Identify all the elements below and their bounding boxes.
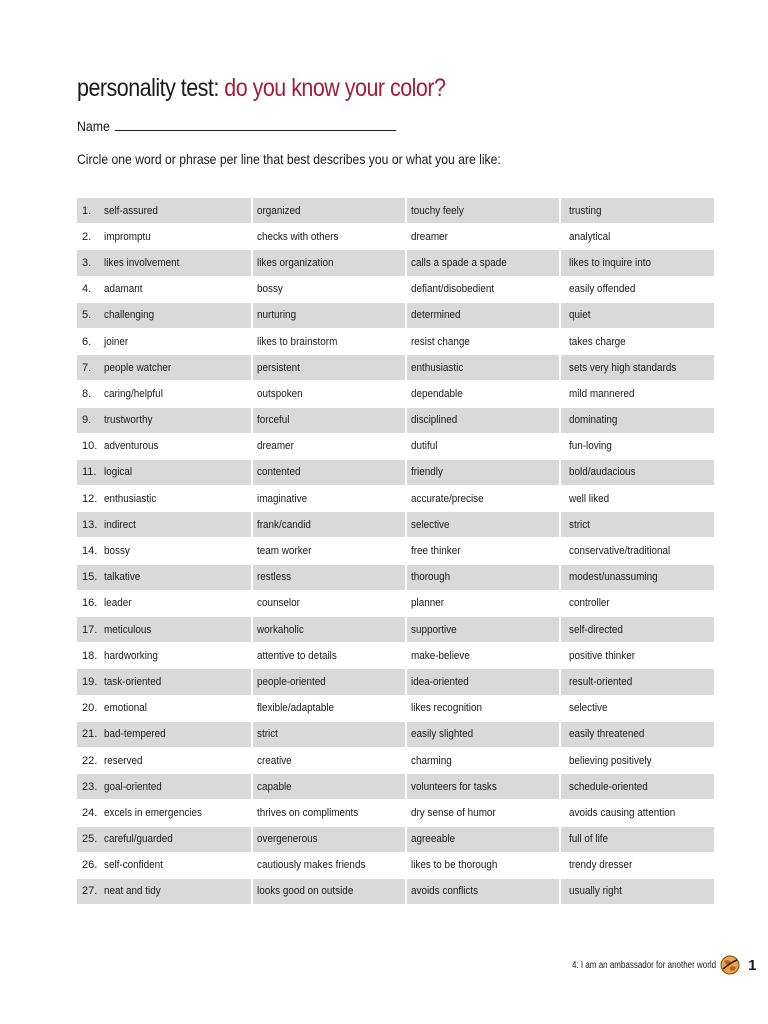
choice-cell-2[interactable] bbox=[253, 800, 407, 825]
choice-cell-3[interactable] bbox=[407, 853, 561, 878]
footer-text: 4: I am an ambassador for another world bbox=[572, 959, 717, 971]
page-footer bbox=[536, 955, 756, 975]
choice-cell-4[interactable] bbox=[561, 853, 714, 878]
choice-cell-1[interactable] bbox=[77, 250, 253, 275]
table-row bbox=[77, 643, 714, 669]
choice-text: excels in emergencies bbox=[104, 806, 202, 819]
choice-cell-3[interactable] bbox=[407, 669, 561, 694]
choice-text: usually right bbox=[569, 885, 622, 898]
choice-cell-2[interactable] bbox=[253, 617, 407, 642]
row-number: 7. bbox=[82, 361, 92, 374]
choice-text: leader bbox=[104, 597, 132, 610]
choice-text: forceful bbox=[257, 414, 290, 427]
choice-cell-3[interactable] bbox=[407, 565, 561, 590]
choice-text: dependable bbox=[411, 387, 463, 400]
table-row bbox=[77, 800, 714, 826]
choice-text: analytical bbox=[569, 230, 611, 243]
choice-cell-4[interactable] bbox=[561, 381, 714, 406]
row-number: 9. bbox=[82, 414, 92, 427]
choice-text: overgenerous bbox=[257, 833, 318, 846]
page-number: 1 bbox=[748, 956, 757, 974]
choice-cell-2[interactable] bbox=[253, 643, 407, 668]
choice-cell-3[interactable] bbox=[407, 277, 561, 302]
choice-cell-1[interactable] bbox=[77, 879, 253, 904]
choice-cell-2[interactable] bbox=[253, 250, 407, 275]
choice-text: positive thinker bbox=[569, 649, 636, 662]
choice-text: talkative bbox=[104, 571, 141, 584]
page-title bbox=[77, 74, 445, 103]
choice-cell-2[interactable] bbox=[253, 224, 407, 249]
choice-text: make-believe bbox=[411, 649, 470, 662]
choice-text: people watcher bbox=[104, 361, 172, 374]
choice-cell-3[interactable] bbox=[407, 774, 561, 799]
choice-cell-4[interactable] bbox=[561, 800, 714, 825]
choice-text: planner bbox=[411, 597, 445, 610]
choice-cell-2[interactable] bbox=[253, 591, 407, 616]
choice-text: self-confident bbox=[104, 859, 163, 872]
choice-text: full of life bbox=[569, 833, 609, 846]
choice-cell-2[interactable] bbox=[253, 669, 407, 694]
choice-text: resist change bbox=[411, 335, 470, 348]
choice-text: bold/audacious bbox=[569, 466, 636, 479]
choice-cell-1[interactable] bbox=[77, 853, 253, 878]
row-number: 10. bbox=[82, 440, 98, 453]
choice-text: strict bbox=[257, 728, 278, 741]
name-label: Name bbox=[77, 118, 110, 134]
choice-cell-4[interactable] bbox=[561, 250, 714, 275]
choice-cell-1[interactable] bbox=[77, 224, 253, 249]
choice-cell-2[interactable] bbox=[253, 538, 407, 563]
row-number: 22. bbox=[82, 754, 98, 767]
choice-cell-3[interactable] bbox=[407, 800, 561, 825]
instructions: Circle one word or phrase per line that best describes you or what you are like: bbox=[77, 151, 501, 167]
choice-cell-3[interactable] bbox=[407, 591, 561, 616]
choice-cell-2[interactable] bbox=[253, 827, 407, 852]
row-number: 15. bbox=[82, 571, 98, 584]
choice-text: volunteers for tasks bbox=[411, 780, 497, 793]
table-row bbox=[77, 591, 714, 617]
choice-cell-3[interactable] bbox=[407, 538, 561, 563]
choice-cell-2[interactable] bbox=[253, 879, 407, 904]
choice-text: looks good on outside bbox=[257, 885, 354, 898]
choice-cell-1[interactable] bbox=[77, 486, 253, 511]
globe-icon bbox=[720, 955, 740, 975]
choice-cell-2[interactable] bbox=[253, 748, 407, 773]
choice-text: thorough bbox=[411, 571, 451, 584]
table-row bbox=[77, 434, 714, 460]
choice-cell-4[interactable] bbox=[561, 591, 714, 616]
row-number: 21. bbox=[82, 728, 98, 741]
choice-text: cautiously makes friends bbox=[257, 859, 366, 872]
choice-text: agreeable bbox=[411, 833, 456, 846]
choice-text: well liked bbox=[569, 492, 610, 505]
choice-text: easily slighted bbox=[411, 728, 474, 741]
choice-text: reserved bbox=[104, 754, 143, 767]
row-number: 27. bbox=[82, 885, 98, 898]
choice-cell-1[interactable] bbox=[77, 748, 253, 773]
choice-cell-1[interactable] bbox=[77, 460, 253, 485]
table-row bbox=[77, 879, 714, 905]
choice-text: free thinker bbox=[411, 545, 461, 558]
choice-cell-1[interactable] bbox=[77, 277, 253, 302]
choice-cell-4[interactable] bbox=[561, 722, 714, 747]
choice-cell-3[interactable] bbox=[407, 617, 561, 642]
table-row bbox=[77, 827, 714, 853]
choice-cell-3[interactable] bbox=[407, 355, 561, 380]
choice-cell-4[interactable] bbox=[561, 643, 714, 668]
choice-cell-4[interactable] bbox=[561, 329, 714, 354]
table-row bbox=[77, 486, 714, 512]
choice-cell-4[interactable] bbox=[561, 538, 714, 563]
name-blank-line[interactable] bbox=[115, 119, 397, 131]
table-row bbox=[77, 355, 714, 381]
choice-text: caring/helpful bbox=[104, 387, 163, 400]
choice-text: contented bbox=[257, 466, 301, 479]
table-row bbox=[77, 853, 714, 879]
table-row bbox=[77, 774, 714, 800]
choice-cell-3[interactable] bbox=[407, 329, 561, 354]
choice-text: charming bbox=[411, 754, 452, 767]
table-row bbox=[77, 329, 714, 355]
choice-text: trustworthy bbox=[104, 414, 153, 427]
choice-cell-4[interactable] bbox=[561, 460, 714, 485]
choice-cell-2[interactable] bbox=[253, 486, 407, 511]
choice-cell-2[interactable] bbox=[253, 198, 407, 223]
choice-text: likes involvement bbox=[104, 256, 180, 269]
choice-text: neat and tidy bbox=[104, 885, 161, 898]
choice-cell-2[interactable] bbox=[253, 329, 407, 354]
choice-cell-4[interactable] bbox=[561, 879, 714, 904]
choice-text: enthusiastic bbox=[411, 361, 464, 374]
row-number: 19. bbox=[82, 675, 98, 688]
choice-text: imaginative bbox=[257, 492, 308, 505]
choice-cell-2[interactable] bbox=[253, 565, 407, 590]
choice-cell-2[interactable] bbox=[253, 460, 407, 485]
choice-cell-2[interactable] bbox=[253, 277, 407, 302]
choice-cell-1[interactable] bbox=[77, 669, 253, 694]
choice-text: emotional bbox=[104, 702, 147, 715]
choice-text: takes charge bbox=[569, 335, 626, 348]
row-number: 8. bbox=[82, 387, 92, 400]
choice-cell-1[interactable] bbox=[77, 617, 253, 642]
choice-text: modest/unassuming bbox=[569, 571, 658, 584]
choice-text: persistent bbox=[257, 361, 300, 374]
choice-text: easily threatened bbox=[569, 728, 645, 741]
choice-cell-4[interactable] bbox=[561, 827, 714, 852]
choice-cell-2[interactable] bbox=[253, 853, 407, 878]
row-number: 16. bbox=[82, 597, 98, 610]
choice-cell-1[interactable] bbox=[77, 722, 253, 747]
choice-text: flexible/adaptable bbox=[257, 702, 335, 715]
choice-cell-2[interactable] bbox=[253, 774, 407, 799]
choice-cell-3[interactable] bbox=[407, 408, 561, 433]
choice-cell-4[interactable] bbox=[561, 512, 714, 537]
choice-cell-4[interactable] bbox=[561, 669, 714, 694]
choice-text: idea-oriented bbox=[411, 675, 469, 688]
choice-cell-2[interactable] bbox=[253, 512, 407, 537]
choice-cell-1[interactable] bbox=[77, 643, 253, 668]
choice-cell-3[interactable] bbox=[407, 827, 561, 852]
choice-text: challenging bbox=[104, 309, 155, 322]
choice-text: easily offended bbox=[569, 283, 636, 296]
word-table bbox=[77, 198, 714, 905]
choice-cell-1[interactable] bbox=[77, 827, 253, 852]
table-row bbox=[77, 381, 714, 407]
choice-text: workaholic bbox=[257, 623, 304, 636]
table-row bbox=[77, 250, 714, 276]
choice-text: selective bbox=[411, 518, 450, 531]
choice-cell-3[interactable] bbox=[407, 434, 561, 459]
choice-cell-1[interactable] bbox=[77, 538, 253, 563]
row-number: 17. bbox=[82, 623, 98, 636]
table-row bbox=[77, 538, 714, 564]
choice-cell-4[interactable] bbox=[561, 774, 714, 799]
choice-text: dreamer bbox=[257, 440, 294, 453]
choice-text: likes recognition bbox=[411, 702, 482, 715]
choice-text: selective bbox=[569, 702, 608, 715]
choice-cell-4[interactable] bbox=[561, 224, 714, 249]
choice-text: quiet bbox=[569, 309, 591, 322]
choice-text: nurturing bbox=[257, 309, 297, 322]
choice-text: result-oriented bbox=[569, 675, 633, 688]
choice-cell-4[interactable] bbox=[561, 434, 714, 459]
choice-cell-4[interactable] bbox=[561, 198, 714, 223]
choice-cell-4[interactable] bbox=[561, 748, 714, 773]
choice-cell-3[interactable] bbox=[407, 460, 561, 485]
row-number: 2. bbox=[82, 230, 92, 243]
choice-text: enthusiastic bbox=[104, 492, 157, 505]
choice-text: outspoken bbox=[257, 387, 303, 400]
choice-text: bossy bbox=[257, 283, 283, 296]
row-number: 26. bbox=[82, 859, 98, 872]
choice-text: likes organization bbox=[257, 256, 334, 269]
choice-text: adventurous bbox=[104, 440, 159, 453]
row-number: 24. bbox=[82, 806, 98, 819]
choice-cell-4[interactable] bbox=[561, 355, 714, 380]
choice-cell-1[interactable] bbox=[77, 408, 253, 433]
table-row bbox=[77, 277, 714, 303]
table-row bbox=[77, 565, 714, 591]
choice-text: mild mannered bbox=[569, 387, 635, 400]
choice-text: counselor bbox=[257, 597, 300, 610]
choice-cell-2[interactable] bbox=[253, 434, 407, 459]
choice-cell-3[interactable] bbox=[407, 250, 561, 275]
choice-text: hardworking bbox=[104, 649, 158, 662]
choice-cell-4[interactable] bbox=[561, 565, 714, 590]
choice-cell-4[interactable] bbox=[561, 617, 714, 642]
choice-cell-4[interactable] bbox=[561, 277, 714, 302]
choice-cell-4[interactable] bbox=[561, 408, 714, 433]
choice-text: touchy feely bbox=[411, 204, 464, 217]
choice-cell-2[interactable] bbox=[253, 408, 407, 433]
row-number: 20. bbox=[82, 702, 98, 715]
row-number: 1. bbox=[82, 204, 92, 217]
choice-text: trendy dresser bbox=[569, 859, 633, 872]
choice-text: bad-tempered bbox=[104, 728, 166, 741]
row-number: 14. bbox=[82, 545, 98, 558]
table-row bbox=[77, 669, 714, 695]
choice-text: people-oriented bbox=[257, 675, 326, 688]
choice-cell-2[interactable] bbox=[253, 696, 407, 721]
table-row bbox=[77, 408, 714, 434]
choice-text: self-assured bbox=[104, 204, 158, 217]
choice-text: trusting bbox=[569, 204, 602, 217]
choice-text: friendly bbox=[411, 466, 443, 479]
table-row bbox=[77, 460, 714, 486]
choice-text: bossy bbox=[104, 545, 130, 558]
choice-cell-4[interactable] bbox=[561, 303, 714, 328]
table-row bbox=[77, 617, 714, 643]
choice-text: restless bbox=[257, 571, 292, 584]
choice-text: self-directed bbox=[569, 623, 623, 636]
choice-cell-1[interactable] bbox=[77, 591, 253, 616]
table-row bbox=[77, 696, 714, 722]
row-number: 23. bbox=[82, 780, 98, 793]
title-accent: do you know your color? bbox=[224, 74, 446, 102]
choice-cell-1[interactable] bbox=[77, 355, 253, 380]
choice-text: defiant/disobedient bbox=[411, 283, 495, 296]
title-prefix: personality test: bbox=[77, 74, 219, 102]
choice-cell-3[interactable] bbox=[407, 303, 561, 328]
choice-text: fun-loving bbox=[569, 440, 612, 453]
choice-text: avoids causing attention bbox=[569, 806, 676, 819]
choice-text: supportive bbox=[411, 623, 457, 636]
table-row bbox=[77, 198, 714, 224]
choice-text: likes to inquire into bbox=[569, 256, 651, 269]
row-number: 6. bbox=[82, 335, 92, 348]
choice-text: creative bbox=[257, 754, 292, 767]
choice-text: adamant bbox=[104, 283, 143, 296]
choice-cell-2[interactable] bbox=[253, 355, 407, 380]
choice-text: organized bbox=[257, 204, 301, 217]
choice-cell-1[interactable] bbox=[77, 434, 253, 459]
choice-cell-4[interactable] bbox=[561, 696, 714, 721]
table-row bbox=[77, 512, 714, 538]
choice-cell-2[interactable] bbox=[253, 722, 407, 747]
choice-cell-4[interactable] bbox=[561, 486, 714, 511]
choice-text: determined bbox=[411, 309, 461, 322]
row-number: 18. bbox=[82, 649, 98, 662]
choice-cell-1[interactable] bbox=[77, 565, 253, 590]
choice-text: dominating bbox=[569, 414, 618, 427]
choice-text: meticulous bbox=[104, 623, 152, 636]
choice-cell-1[interactable] bbox=[77, 329, 253, 354]
choice-cell-1[interactable] bbox=[77, 198, 253, 223]
choice-text: schedule-oriented bbox=[569, 780, 648, 793]
table-row bbox=[77, 224, 714, 250]
choice-cell-1[interactable] bbox=[77, 303, 253, 328]
choice-cell-3[interactable] bbox=[407, 696, 561, 721]
row-number: 4. bbox=[82, 283, 92, 296]
table-row bbox=[77, 748, 714, 774]
choice-text: disciplined bbox=[411, 414, 458, 427]
choice-cell-1[interactable] bbox=[77, 774, 253, 799]
choice-cell-3[interactable] bbox=[407, 198, 561, 223]
table-row bbox=[77, 722, 714, 748]
choice-text: strict bbox=[569, 518, 590, 531]
table-row bbox=[77, 303, 714, 329]
choice-cell-3[interactable] bbox=[407, 722, 561, 747]
row-number: 5. bbox=[82, 309, 92, 322]
choice-text: goal-oriented bbox=[104, 780, 162, 793]
choice-cell-3[interactable] bbox=[407, 224, 561, 249]
choice-cell-3[interactable] bbox=[407, 486, 561, 511]
choice-text: dreamer bbox=[411, 230, 448, 243]
choice-text: conservative/traditional bbox=[569, 545, 671, 558]
choice-cell-1[interactable] bbox=[77, 800, 253, 825]
choice-text: dutiful bbox=[411, 440, 438, 453]
row-number: 13. bbox=[82, 518, 98, 531]
choice-cell-3[interactable] bbox=[407, 879, 561, 904]
choice-cell-3[interactable] bbox=[407, 512, 561, 537]
choice-text: accurate/precise bbox=[411, 492, 484, 505]
row-number: 12. bbox=[82, 492, 98, 505]
choice-text: controller bbox=[569, 597, 610, 610]
choice-cell-3[interactable] bbox=[407, 643, 561, 668]
choice-text: frank/candid bbox=[257, 518, 311, 531]
choice-text: joiner bbox=[104, 335, 129, 348]
choice-cell-1[interactable] bbox=[77, 696, 253, 721]
choice-text: logical bbox=[104, 466, 133, 479]
row-number: 25. bbox=[82, 833, 98, 846]
row-number: 11. bbox=[82, 466, 97, 479]
choice-cell-3[interactable] bbox=[407, 381, 561, 406]
choice-text: sets very high standards bbox=[569, 361, 677, 374]
choice-text: impromptu bbox=[104, 230, 151, 243]
choice-text: dry sense of humor bbox=[411, 806, 496, 819]
choice-cell-2[interactable] bbox=[253, 303, 407, 328]
choice-text: thrives on compliments bbox=[257, 806, 359, 819]
row-number: 3. bbox=[82, 256, 92, 269]
name-field bbox=[77, 118, 397, 134]
choice-text: careful/guarded bbox=[104, 833, 173, 846]
choice-text: indirect bbox=[104, 518, 136, 531]
choice-text: calls a spade a spade bbox=[411, 256, 507, 269]
choice-text: likes to brainstorm bbox=[257, 335, 338, 348]
choice-cell-3[interactable] bbox=[407, 748, 561, 773]
choice-text: checks with others bbox=[257, 230, 339, 243]
choice-text: team worker bbox=[257, 545, 312, 558]
choice-text: capable bbox=[257, 780, 292, 793]
choice-text: task-oriented bbox=[104, 675, 162, 688]
choice-text: believing positively bbox=[569, 754, 652, 767]
choice-text: attentive to details bbox=[257, 649, 337, 662]
choice-cell-1[interactable] bbox=[77, 512, 253, 537]
choice-text: likes to be thorough bbox=[411, 859, 498, 872]
choice-cell-2[interactable] bbox=[253, 381, 407, 406]
choice-text: avoids conflicts bbox=[411, 885, 479, 898]
choice-cell-1[interactable] bbox=[77, 381, 253, 406]
